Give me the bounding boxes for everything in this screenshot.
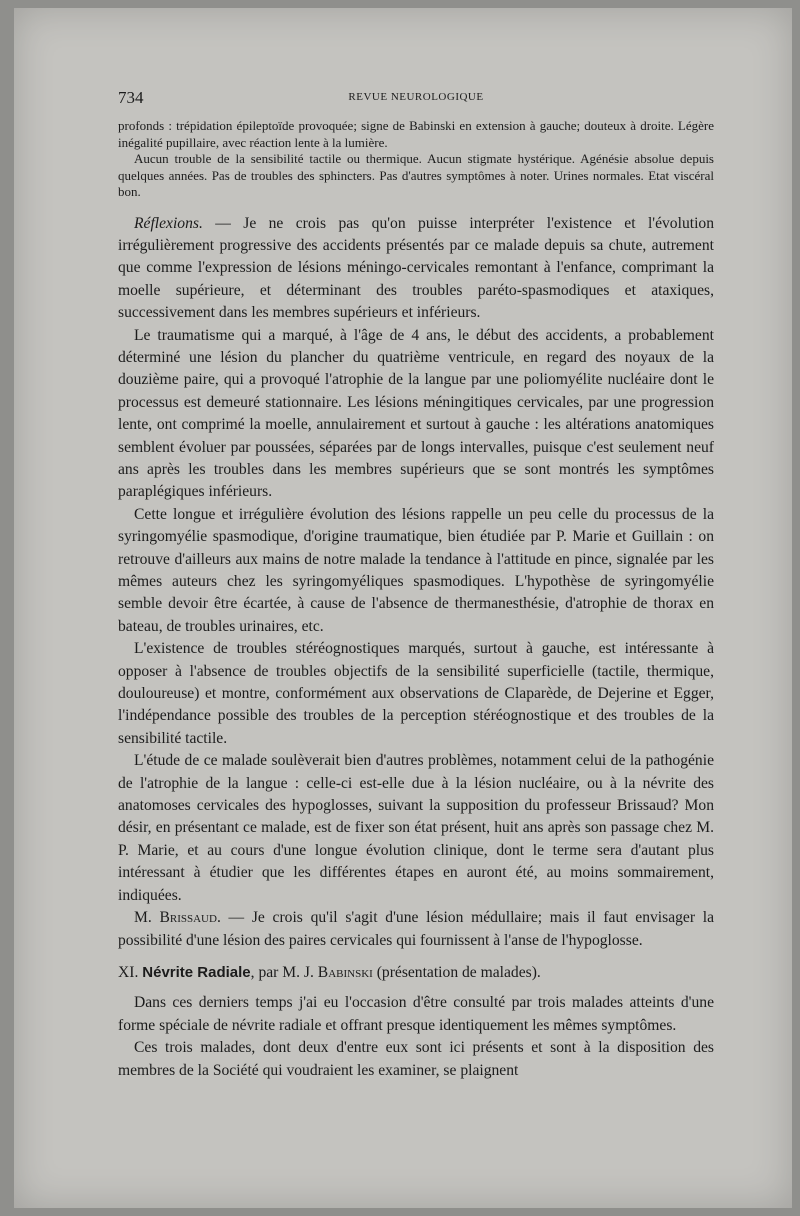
section-text: [118, 992, 714, 1082]
reflexions-label: Réflexions.: [134, 214, 203, 232]
section-note: (présentation de malades).: [372, 963, 541, 981]
section-heading: [118, 962, 714, 984]
body-paragraph: L'étude de ce malade soulèverait bien d'autres problèmes, notamment celui de la pathogénie de l'atrophie de la langue : celle-ci est-elle due à la lésion nucléaire, ou à la névrite des anatomoses cervicales des hypoglosses, suivant la supposition du professeur Brissaud? Mon désir, en présentant ce malade, est de fixer son état présent, huit ans après son passage chez M. P. Marie, et au cours d'une longue évolution clinique, dont le terme sera d'autant plus intéressant à étudier que les différentes étapes en auront été, au moins sommairement, indiquées.: [118, 752, 714, 904]
reflexions-paragraph: [118, 213, 714, 325]
speaker-text: — Je crois qu'il s'agit d'une lésion médullaire; mais il faut envisager la possibilité d'une lésion des paires cervicales qui fournissent à l'anse de l'hypoglosse.: [118, 909, 714, 949]
section-author: Babinski: [317, 963, 373, 981]
journal-title: REVUE NEUROLOGIQUE: [348, 91, 484, 103]
speaker-name: M. Brissaud.: [134, 909, 221, 927]
body-paragraph: Cette longue et irrégulière évolution des lésions rappelle un peu celle du processus de la syringomyélie spasmodique, d'origine traumatique, bien étudiée par P. Marie et Guillain : on retrouve d'ailleurs aux mains de notre malade la tendance à l'attitude en pince, signalée par les mêmes auteurs chez les syringomyéliques spasmodiques. L'hypothèse de syringomyélie semble devoir être écartée, à cause de l'absence de thermanesthésie, d'atrophie de thorax en bateau, de troubles urinaires, etc.: [118, 505, 714, 635]
reflexions-text: — Je ne crois pas qu'on puisse interpréter l'existence et l'évolution irrégulièrement progressive des accidents présentés par ce malade depuis sa chute, autrement que comme l'expression de lésions méningo-cervicales remontant à l'enfance, comprimant la moelle supérieure, et déterminant des troubles paréto-spasmodiques et ataxiques, successivement dans les membres supérieurs et inférieurs.: [118, 214, 714, 322]
body-paragraph: Le traumatisme qui a marqué, à l'âge de 4 ans, le début des accidents, a probablement déterminé une lésion du plancher du quatrième ventricule, en regard des noyaux de la douzième paire, qui a provoqué l'atrophie de la langue par une poliomyélite nucléaire dont le processus est demeuré stationnaire. Les lésions méningitiques cervicales, par une progression lente, ont comprimé la moelle, annulairement et surtout à gauche : les altérations anatomiques semblent évoluer par poussées, séparées par de longs intervalles, puisque c'est seulement neuf ans après les troubles dans les membres supérieurs que se sont montrés les symptômes paraplégiques inférieurs.: [118, 326, 714, 501]
section-by: , par M. J.: [250, 963, 318, 981]
book-page: [14, 8, 792, 1208]
body-paragraph: Ces trois malades, dont deux d'entre eux sont ici présents et sont à la disposition des membres de la Société qui voudraient les examiner, se plaignent: [118, 1039, 714, 1079]
body-paragraph: Dans ces derniers temps j'ai eu l'occasion d'être consulté par trois malades atteints d'une forme spéciale de névrite radiale et offrant presque identiquement les mêmes symptômes.: [118, 994, 714, 1034]
observation-notes: [118, 118, 714, 201]
body-paragraph: L'existence de troubles stéréognostiques marqués, surtout à gauche, est intéressante à opposer à l'absence de troubles objectifs de la sensibilité superficielle (tactile, thermique, douloureuse) et montre, conformément aux observations de Claparède, de Dejerine et Egger, l'indépendance possible des troubles de la perception stéréognostique et des troubles de la sensibilité tactile.: [118, 640, 714, 747]
observation-paragraph: Aucun trouble de la sensibilité tactile ou thermique. Aucun stigmate hystérique. Agénésie absolue depuis quelques années. Pas de troubles des sphincters. Pas d'autres symptômes à noter. Urines normales. Etat viscéral bon.: [118, 151, 714, 199]
main-text: [118, 213, 714, 952]
section-number: XI.: [118, 963, 139, 981]
brissaud-paragraph: [118, 907, 714, 952]
section-title: Névrite Radiale: [142, 963, 251, 981]
page-number: 734: [118, 88, 144, 107]
observation-paragraph: profonds : trépidation épileptoïde provoquée; signe de Babinski en extension à gauche; douteux à droite. Légère inégalité pupillaire, avec réaction lente à la lumière.: [118, 118, 714, 150]
page-body: [118, 118, 714, 1082]
running-header: [118, 88, 714, 110]
